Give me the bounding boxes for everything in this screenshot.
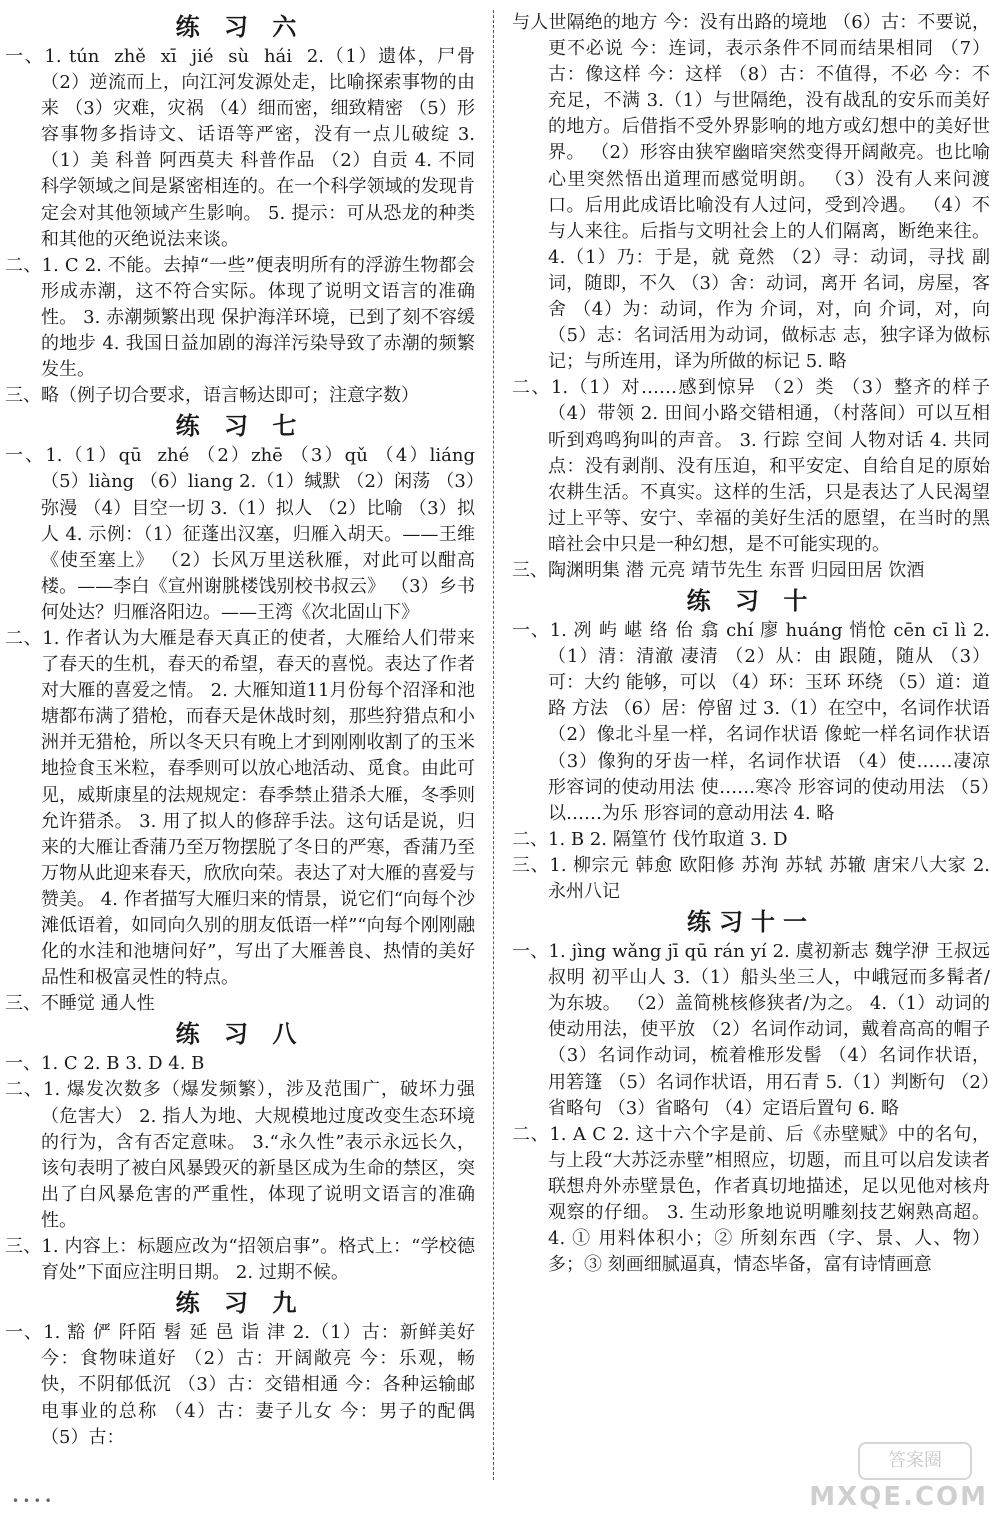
stamp-logo: 答案圈 xyxy=(858,1442,972,1480)
answer-paragraph: 二、1. 爆发次数多（爆发频繁），涉及范围广，破坏力强（危害大） 2. 指人为地、大规模地过度改变生态环境的行为，含有否定意味。 3.“永久性”表示永远长久，该句表明了被白风暴毁灭的新垦区成为生命的禁区，突出了白风暴危害的严重性，体现了说明文语言的准确性。 xyxy=(5,1079,475,1231)
answer-paragraph: 一、1. C 2. B 3. D 4. B xyxy=(5,1053,205,1075)
answer-paragraph: 三、不睡觉 通人性 xyxy=(5,993,155,1015)
left-column xyxy=(5,10,481,1451)
section-title: 练 习 七 xyxy=(175,412,305,441)
answer-paragraph: 二、1. A C 2. 这十六个字是前、后《赤壁赋》中的名句，与上段“大苏泛赤壁”相照应，切题，而且可以启发读者联想舟外赤壁景色，作者真切地描述，足以见他对核舟观察的仔细。 3. 生动形象地说明雕刻技艺娴熟高超。 4. ① 用料体积小；② 所刻东西（字、景、人、物）多；③ 刻画细腻逼真，情态毕备，富有诗情画意 xyxy=(512,1123,996,1276)
answer-paragraph: 二、1.（1）对……感到惊异 （2）类 （3）整齐的样子 （4）带领 2. 田间小路交错相通，（村落间）可以互相听到鸡鸣狗叫的声音。 3. 行踪 空间 人物对话 4. 共同点：没有剥削、没有压迫，和平安定、自给自足的原始农耕生活。不真实。这样的生活，只是表达了人民渴望过上平等、安宁、幸福的美好生活的愿望，在当时的黑暗社会中只是一种幻想，是不可能实现的。 xyxy=(512,377,996,555)
answer-paragraph: 一、1. 豁 俨 阡陌 髫 延 邑 诣 津 2.（1）古：新鲜美好 今：食物味道好 （2）古：开阔敞亮 今：乐观，畅快，不阴郁低沉 （3）古：交错相通 今：各种运输邮电事业的总称 （4）古：妻子儿女 今：男子的配偶 （5）古： xyxy=(5,1322,481,1448)
column-divider xyxy=(493,10,494,1480)
answer-paragraph: 与人世隔绝的地方 今：没有出路的境地 （6）古：不要说，更不必说 今：连词，表示条件不同而结果相同 （7）古：像这样 今：这样 （8）古：不值得，不必 今：不充足，不满 3.（1）与世隔绝，没有战乱的安乐而美好的地方。后借指不受外界影响的地方或幻想中的美好世界。 （2）形容由狭窄幽暗突然变得开阔敞亮。也比喻心里突然悟出道理而感觉明朗。 （3）没有人来问渡口。后用此成语比喻没有人过问，受到冷遇。 （4）不与人来往。后指与文明社会上的人们隔离，断绝来往。 4.（1）乃：于是，就 竟然 （2）寻：动词，寻找 副词，随即，不久 （3）舍：动词，离开 名词，房屋，客舍 （4）为：动词，作为 介词，对，向 介词，对，向 （5）志：名词活用为动词，做标志 志，独字译为做标记；与所连用，译为所做的标记 5. 略 xyxy=(512,12,996,373)
section-title: 练 习 九 xyxy=(175,1289,305,1318)
answer-paragraph: 三、1. 柳宗元 韩愈 欧阳修 苏洵 苏轼 苏辙 唐宋八大家 2. 永州八记 xyxy=(512,854,996,902)
answer-paragraph: 二、1. C 2. 不能。去掉“一些”便表明所有的浮游生物都会形成赤潮，这不符合实际。体现了说明文语言的准确性。 3. 赤潮频繁出现 保护海洋环境，已到了刻不容缓的地步 4. 我国日益加剧的海洋污染导致了赤潮的频繁发生。 xyxy=(5,254,475,381)
answer-paragraph: 一、1. 冽 屿 嵁 络 佁 翕 chí 廖 huáng 悄怆 cēn cī lì 2.（1）清：清澈 凄清 （2）从：由 跟随，随从 （3）可：大约 能够，可以 （4）环：玉环 环绕 （5）道：道路 方法 （6）居：停留 过 3.（1）在空中，名词作状语 （2）像北斗星一样，名词作状语 像蛇一样名词作状语 （3）像狗的牙齿一样，名词作状语 （4）使……凄凉 形容词的使动用法 使……寒冷 形容词的使动用法 （5）以……为乐 形容词的意动用法 4. 略 xyxy=(512,620,996,824)
answer-paragraph: 三、略（例子切合要求，语言畅达即可；注意字数） xyxy=(5,385,419,407)
answer-paragraph: 二、1. 作者认为大雁是春天真正的使者，大雁给人们带来了春天的生机，春天的希望，春天的喜悦。表达了作者对大雁的喜爱之情。 2. 大雁知道11月份每个沼泽和池塘都布满了猎枪，而春天是休战时刻，那些狩猎点和小洲并无猎枪，所以冬天只有晚上才到刚刚收割了的玉米地捡食玉米粒，春季则可以放心地活动、觅食。由此可见，威斯康星的法规规定：春季禁止猎杀大雁，冬季则允许猎杀。 3. 用了拟人的修辞手法。这句话是说，归来的大雁让香蒲乃至万物摆脱了冬日的严寒，香蒲乃至万物从此迎来春天，欣欣向荣。表达了对大雁的喜爱与赞美。 4. 作者描写大雁归来的情景，说它们“向每个沙滩低语着，如同向久别的朋友低语一样”“向每个刚刚融化的水洼和池塘问好”，写出了大雁善良、热情的美好品性和极富灵性的特点。 xyxy=(5,627,475,989)
section-title: 练 习 六 xyxy=(175,13,305,41)
answer-paragraph: 三、陶渊明集 潜 元亮 靖节先生 东晋 归园田居 饮酒 xyxy=(512,559,925,581)
answer-paragraph: 一、1. jìng wǎng jī qū rán yí 2. 虞初新志 魏学洢 王叔远 叔明 初平山人 3.（1）船头坐三人，中峨冠而多髯者/为东坡。 （2）盖简桃核修狭者/为之。 4.（1）动词的使动用法，使平放 （2）名词作动词，戴着高高的帽子 （3）名词作动词，梳着椎形发髻 （4）名词作状语，用箬篷 （5）名词作状语，用石青 5.（1）判断句 （2）省略句 （3）省略句 （4）定语后置句 6. 略 xyxy=(512,941,996,1119)
section-title: 练 习 十 xyxy=(686,587,816,616)
right-column xyxy=(512,10,996,1278)
site-watermark: MXQE.COM xyxy=(809,1482,988,1512)
section-title: 练习十一 xyxy=(687,908,815,937)
answer-paragraph: 一、1.（1）qū zhé （2）zhē （3）qǔ （4）liáng （5）liàng （6）liang 2.（1）缄默 （2）闲荡 （3）弥漫 （4）目空一切 3.（1）拟人 （2）比喻 （3）拟人 4. 示例：（1）征蓬出汉塞，归雁入胡天。——王维《使至塞上》 （2）长风万里送秋雁，对此可以酣高楼。——李白《宣州谢朓楼饯别校书叔云》 （3）乡书何处达？归雁洛阳边。——王湾《次北固山下》 xyxy=(5,445,481,623)
answer-paragraph: 一、1. tún zhě xī jié sù hái 2.（1）遗体，尸骨 （2）逆流而上，向江河发源处走，比喻探索事物的由来 （3）灾难，灾祸 （4）细而密，细致精密 （5）形容事物多指诗文、话语等严密，没有一点儿破绽 3.（1）美 科普 阿西莫夫 科普作品 （2）自贡 4. 不同科学领域之间是紧密相连的。在一个科学领域的发现肯定会对其他领域产生影响。 5. 提示：可从恐龙的种类和其他的灭绝说法来谈。 xyxy=(5,46,481,250)
answer-paragraph: 二、1. B 2. 隔篁竹 伐竹取道 3. D xyxy=(512,828,788,850)
footer-decoration: • • • • xyxy=(12,1494,52,1508)
answer-paragraph: 三、1. 内容上：标题应改为“招领启事”。格式上：“学校德育处”下面应注明日期。 2. 过期不候。 xyxy=(5,1236,475,1284)
section-title: 练 习 八 xyxy=(175,1020,305,1049)
